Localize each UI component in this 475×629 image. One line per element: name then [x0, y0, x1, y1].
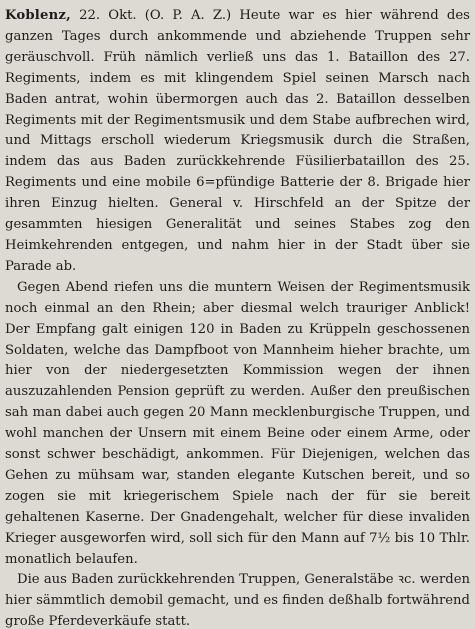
paragraph-text-1: Heute war es hier während des ganzen Tages durch ankommende und abziehende Truppen sehr geräuschvoll. Früh nämlich verließ uns das 1. Bataillon des 27. Regiments, indem es mit klingendem Spiel seinen Marsch nach Baden antrat, wohin übermorgen auch das 2. Bataillon desselben Regiments mit der Regimentsmusik und dem Stabe aufbrechen wird, und Mittags erscholl wiederum Kriegsmusik durch die Straßen, indem das aus Baden zurückkehrende Füsilierbataillon des 25. Regiments und eine mobile 6=pfündige Batterie der 8. Brigade hier ihren Einzug hielten. General v. Hirschfeld an der Spitze der gesammten hiesigen Generalität und seines Stabes zog den Heimkehrenden entgegen, und nahm hier in der Stadt über sie Parade ab. — [5, 8, 470, 274]
dateline-source: (O. P. A. Z.) — [144, 8, 232, 23]
paragraph-text-3: Die aus Baden zurückkehrenden Truppen, Generalstäbe ꝛc. werden hier sämmtlich demobil gemacht, und es finden deßhalb fortwährend große Pferdeverkäufe statt. — [5, 572, 470, 629]
paragraph-text-2: Gegen Abend riefen uns die muntern Weisen der Regimentsmusik noch einmal an den Rhein; aber diesmal welch trauriger Anblick! Der Empfang galt einigen 120 in Baden zu Krüppeln geschossenen Soldaten, welche das Dampfboot von Mannheim hieher brachte, um hier von der niedergesetzten Kommission wegen der ihnen auszuzahlenden Pension geprüft zu werden. Außer den preußischen sah man dabei auch gegen 20 Mann mecklenburgische Truppen, und wohl manchen der Unsern mit einem Beine oder einem Arme, oder sonst schwer beschädigt, ankommen. Für Diejenigen, welchen das Gehen zu mühsam war, standen elegante Kutschen bereit, und so zogen sie mit kriegerischem Spiele nach der für sie bereit gehaltenen Kaserne. Der Gnadengehalt, welcher für diese invaliden Krieger ausgeworfen wird, soll sich für den Mann auf 7½ bis 10 Thlr. monatlich belaufen. — [5, 279, 470, 567]
article-paragraph-2 — [5, 278, 470, 571]
news-article — [5, 6, 470, 629]
article-paragraph-1 — [5, 6, 470, 278]
dateline-date: 22. Okt. — [79, 8, 137, 23]
article-paragraph-3 — [5, 570, 470, 629]
dateline-place: Koblenz, — [5, 8, 71, 23]
